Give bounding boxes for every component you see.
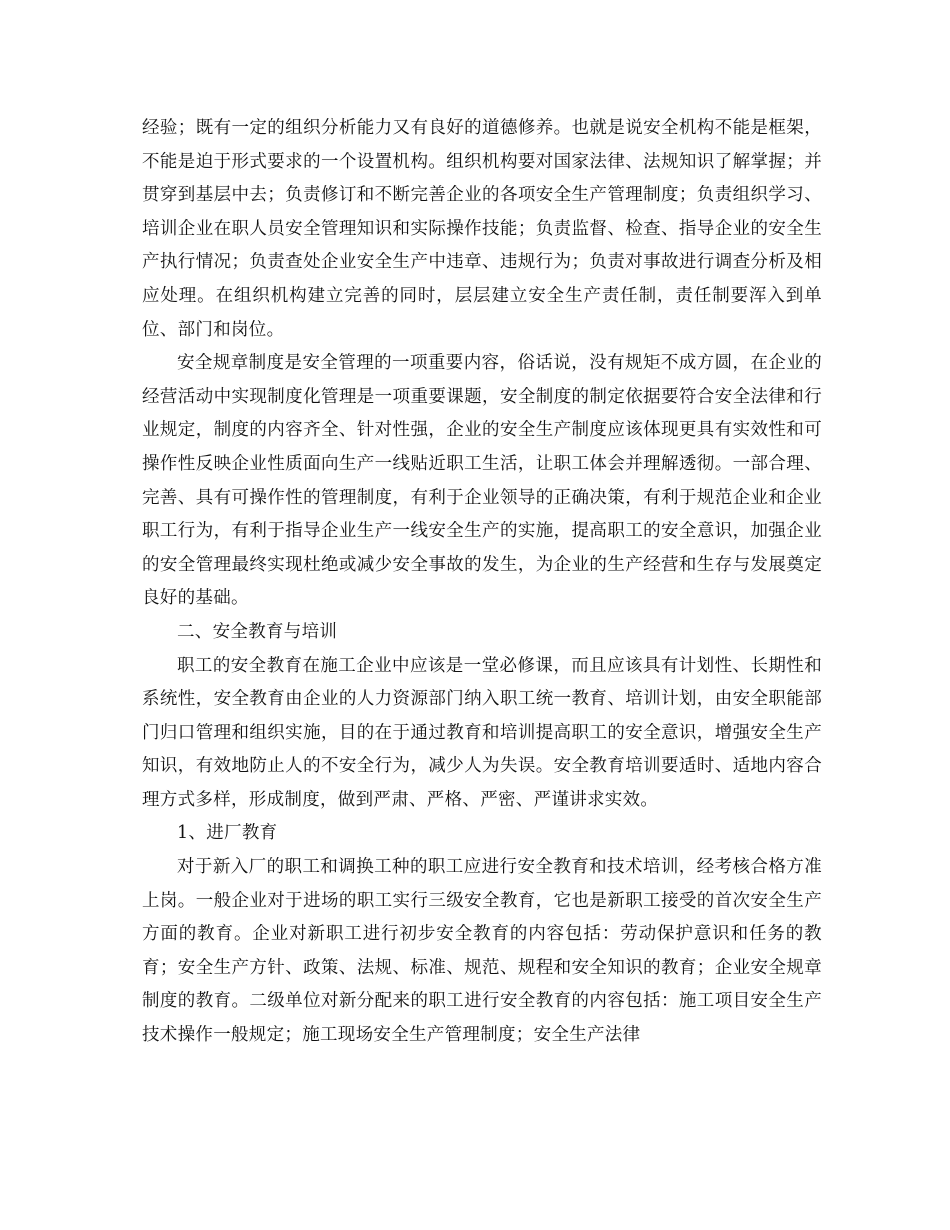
subsection-heading-entry-education: 1、进厂教育: [177, 823, 278, 844]
paragraph-entry-education: 对于新入厂的职工和调换工种的职工应进行安全教育和技术培训，经考核合格方准上岗。一般企业对于进场的职工实行三级安全教育，它也是新职工接受的首次安全生产方面的教育。企业对新职工进行初步安全教育的内容包括：劳动保护意识和任务的教育；安全生产方针、政策、法规、标准、规范、规程和安全知识的教育；企业安全规章制度的教育。二级单位对新分配来的职工进行安全教育的内容包括：施工项目安全生产技术操作一般规定；施工现场安全生产管理制度；安全生产法律: [142, 857, 822, 1046]
paragraph-safety-education: 职工的安全教育在施工企业中应该是一堂必修课，而且应该具有计划性、长期性和系统性，安全教育由企业的人力资源部门纳入职工统一教育、培训计划，由安全职能部门归口管理和组织实施，目的在于通过教育和培训提高职工的安全意识，增强安全生产知识，有效地防止人的不安全行为，减少人为失误。安全教育培训要适时、适地内容合理方式多样，形成制度，做到严肃、严格、严密、严谨讲求实效。: [142, 655, 822, 810]
paragraph-safety-organization: 经验；既有一定的组织分析能力又有良好的道德修养。也就是说安全机构不能是框架，不能是迫于形式要求的一个设置机构。组织机构要对国家法律、法规知识了解掌握；并贯穿到基层中去；负责修订和不断完善企业的各项安全生产管理制度；负责组织学习、培训企业在职人员安全管理知识和实际操作技能；负责监督、检查、指导企业的安全生产执行情况；负责查处企业安全生产中违章、违规行为；负责对事故进行调查分析及相应处理。在组织机构建立完善的同时，层层建立安全生产责任制，责任制要浑入到单位、部门和岗位。: [142, 118, 822, 340]
document-body: [142, 112, 822, 1053]
paragraph-safety-regulations: 安全规章制度是安全管理的一项重要内容，俗话说，没有规矩不成方圆，在企业的经营活动中实现制度化管理是一项重要课题，安全制度的制定依据要符合安全法律和行业规定，制度的内容齐全、针对性强，企业的安全生产制度应该体现更具有实效性和可操作性反映企业性质面向生产一线贴近职工生活，让职工体会并理解透彻。一部合理、完善、具有可操作性的管理制度，有利于企业领导的正确决策，有利于规范企业和企业职工行为，有利于指导企业生产一线安全生产的实施，提高职工的安全意识，加强企业的安全管理最终实现杜绝或减少安全事故的发生，为企业的生产经营和生存与发展奠定良好的基础。: [142, 353, 822, 609]
section-heading-safety-education: 二、安全教育与培训: [177, 621, 338, 642]
